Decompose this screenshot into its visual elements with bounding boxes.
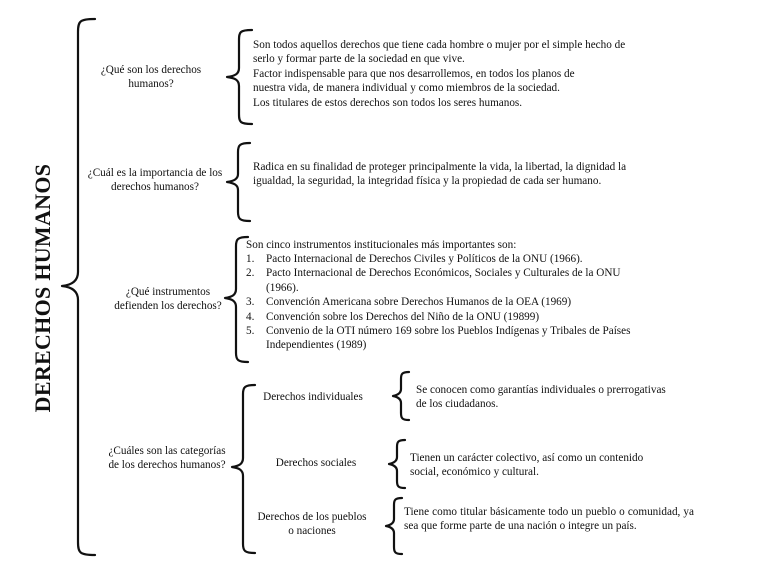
answer-1-line: Son todos aquellos derechos que tiene cada hombre o mujer por el simple hecho de [253, 39, 626, 51]
answer-2-line: Radica en su finalidad de proteger principalmente la vida, la libertad, la dignidad la [253, 161, 627, 173]
answer-1 [253, 38, 625, 110]
answer-2-line: igualdad, la seguridad, la integridad física y la propiedad de cada ser humano. [253, 175, 602, 188]
category-individuales: Derechos individuales [263, 391, 363, 403]
answer-2 [253, 160, 626, 189]
desc-line: Tienen un carácter colectivo, así como un contenido [410, 452, 644, 464]
answer-1-line: Los titulares de estos derechos son todos los seres humanos. [253, 96, 523, 109]
category-individuales-desc [416, 383, 666, 412]
question-3: ¿Qué instrumentos defienden los derechos? [114, 286, 222, 312]
bracket-section-2 [227, 143, 250, 221]
bracket-individuales [393, 372, 409, 420]
main-bracket [62, 19, 95, 555]
answer-1-line: nuestra vida, de manera individual y como miembros de la sociedad. [253, 82, 560, 95]
category-sociales: Derechos sociales [275, 457, 357, 469]
desc-line: Se conocen como garantías individuales o prerrogativas [416, 384, 666, 396]
instrument-item: 2. Pacto Internacional de Derechos Económicos, Sociales y Culturales de la ONU (1966). [246, 267, 621, 294]
category-sociales-desc [410, 451, 643, 480]
instruments-intro: Son cinco instrumentos institucionales más importantes son: [246, 239, 517, 251]
main-title: DERECHOS HUMANOS [30, 163, 55, 413]
instrument-item: 1. Pacto Internacional de Derechos Civiles y Políticos de la ONU (1966). [246, 253, 583, 265]
bracket-pueblos [386, 498, 402, 554]
instrument-item: 3. Convención Americana sobre Derechos Humanos de la OEA (1969) [246, 296, 572, 309]
category-pueblos: Derechos de los pueblos o naciones [257, 511, 367, 538]
desc-line: de los ciudadanos. [416, 398, 499, 411]
answer-1-line: Factor indispensable para que nos desarrollemos, en todos los planos de [253, 67, 575, 80]
desc-line: social, económico y cultural. [410, 466, 539, 479]
question-2: ¿Cuál es la importancia de los derechos humanos? [87, 167, 223, 193]
instrument-item: 5. Convenio de la OTI número 169 sobre los Pueblos Indígenas y Tribales de Países Independientes (1989) [246, 325, 631, 352]
bracket-sociales [389, 440, 405, 488]
answer-1-line: serlo y formar parte de la sociedad en que vive. [253, 53, 465, 66]
question-4: ¿Cuáles son las categorías de los derechos humanos? [108, 445, 226, 471]
question-1: ¿Qué son los derechos humanos? [100, 64, 202, 90]
instruments-list [246, 252, 630, 353]
instrument-item: 4. Convención sobre los Derechos del Niño de la ONU (19899) [246, 310, 540, 323]
category-pueblos-desc: Tiene como titular básicamente todo un pueblo o comunidad, ya sea que forme parte de una nación o integre un país. [404, 506, 694, 533]
bracket-section-1 [227, 30, 252, 124]
